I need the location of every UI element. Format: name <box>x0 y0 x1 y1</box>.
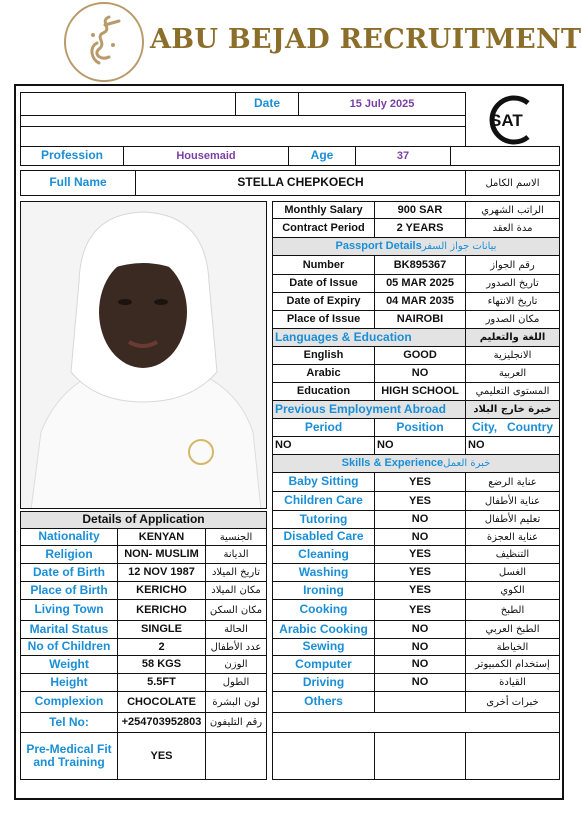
skill-label-6: Ironing <box>272 581 375 600</box>
expiry-date-value: 04 MAR 2035 <box>374 292 466 311</box>
skill-value-7: YES <box>374 599 466 621</box>
application-label-10: Tel No: <box>20 712 118 733</box>
arabic-ar: العربية <box>465 364 560 383</box>
skill-value-3: NO <box>374 528 466 546</box>
sat-emblem-icon <box>478 95 548 145</box>
application-value-9: CHOCOLATE <box>117 691 206 713</box>
place-issue-ar: مكان الصدور <box>465 310 560 329</box>
skill-label-3: Disabled Care <box>272 528 375 546</box>
skills-section-header <box>272 454 560 473</box>
application-ar-4: مكان السكن <box>205 599 267 621</box>
blank-row <box>272 712 560 733</box>
arabic-value: NO <box>374 364 466 383</box>
skill-label-2: Tutoring <box>272 510 375 529</box>
skills-title: Skills & Experience <box>341 457 444 470</box>
salary-label: Monthly Salary <box>272 201 375 219</box>
skill-ar-8: الطبخ العربي <box>465 620 560 639</box>
application-label-3: Place of Birth <box>20 581 118 600</box>
expiry-date-label: Date of Expiry <box>272 292 375 311</box>
application-value-8: 5.5FT <box>117 673 206 692</box>
skill-label-8: Arabic Cooking <box>272 620 375 639</box>
country-header: Country <box>507 419 553 434</box>
skill-label-7: Cooking <box>272 599 375 621</box>
salary-ar: الراتب الشهري <box>465 201 560 219</box>
skill-label-4: Cleaning <box>272 545 375 564</box>
employment-city: NO <box>465 436 560 455</box>
skill-label-12: Others <box>272 691 375 713</box>
employment-position: NO <box>374 436 466 455</box>
skill-label-11: Driving <box>272 673 375 692</box>
salary-value: 900 SAR <box>374 201 466 219</box>
application-value-2: 12 NOV 1987 <box>117 563 206 582</box>
skill-ar-4: التنظيف <box>465 545 560 564</box>
passport-number-ar: رقم الجواز <box>465 255 560 275</box>
skill-label-9: Sewing <box>272 638 375 656</box>
skill-ar-2: تعليم الأطفال <box>465 510 560 529</box>
age-label: Age <box>288 146 356 166</box>
application-ar-9: لون البشرة <box>205 691 267 713</box>
skill-ar-0: عناية الرضع <box>465 472 560 492</box>
employment-period: NO <box>272 436 375 455</box>
skill-value-10: NO <box>374 655 466 674</box>
place-issue-value: NAIROBI <box>374 310 466 329</box>
skill-value-11: NO <box>374 673 466 692</box>
portrait-image <box>21 202 267 509</box>
skill-label-0: Baby Sitting <box>272 472 375 492</box>
city-country-header <box>465 418 560 437</box>
sat-text: SAT <box>490 111 523 130</box>
skill-ar-11: القيادة <box>465 673 560 692</box>
contract-period-value: 2 YEARS <box>374 218 466 238</box>
application-label-4: Living Town <box>20 599 118 621</box>
education-value: HIGH SCHOOL <box>374 382 466 401</box>
application-value-10: +254703952803 <box>117 712 206 733</box>
blank-cell <box>205 732 267 780</box>
application-ar-6: عدد الأطفال <box>205 638 267 656</box>
skill-value-8: NO <box>374 620 466 639</box>
application-value-7: 58 KGS <box>117 655 206 674</box>
skill-ar-1: عناية الأطفال <box>465 491 560 511</box>
application-label-2: Date of Birth <box>20 563 118 582</box>
languages-title-ar: اللغة والتعليم <box>465 328 560 347</box>
profession-value: Housemaid <box>123 146 289 166</box>
premed-label: Pre-Medical Fit and Training <box>20 732 118 780</box>
blank-cell <box>272 732 375 780</box>
application-ar-5: الحالة <box>205 620 267 639</box>
english-value: GOOD <box>374 346 466 365</box>
employment-title-ar: خبرة خارج البلاد <box>465 400 560 419</box>
sat-logo <box>472 94 554 146</box>
blank-cell <box>465 732 560 780</box>
education-ar: المستوى التعليمي <box>465 382 560 401</box>
passport-title: Passport Details <box>335 240 422 253</box>
languages-title: Languages & Education <box>272 328 466 347</box>
application-value-6: 2 <box>117 638 206 656</box>
company-logo <box>64 2 144 82</box>
application-value-4: KERICHO <box>117 599 206 621</box>
fullname-value: STELLA CHEPKOECH <box>135 170 466 196</box>
application-label-1: Religion <box>20 545 118 564</box>
english-ar: الانجليزية <box>465 346 560 365</box>
city-header: City, <box>472 419 498 434</box>
skill-value-12 <box>374 691 466 713</box>
application-value-0: KENYAN <box>117 528 206 546</box>
skill-ar-5: الغسل <box>465 563 560 582</box>
skill-ar-6: الكوي <box>465 581 560 600</box>
application-label-6: No of Children <box>20 638 118 656</box>
english-label: English <box>272 346 375 365</box>
place-issue-label: Place of Issue <box>272 310 375 329</box>
skill-value-9: NO <box>374 638 466 656</box>
skill-value-1: YES <box>374 491 466 511</box>
passport-title-ar: بيانات جواز السفر <box>421 241 497 252</box>
application-title: Details of Application <box>20 511 267 529</box>
skill-value-2: NO <box>374 510 466 529</box>
education-label: Education <box>272 382 375 401</box>
application-ar-0: الجنسية <box>205 528 267 546</box>
application-label-9: Complexion <box>20 691 118 713</box>
application-value-5: SINGLE <box>117 620 206 639</box>
application-ar-8: الطول <box>205 673 267 692</box>
issue-date-label: Date of Issue <box>272 274 375 293</box>
arabic-label: Arabic <box>272 364 375 383</box>
profession-label: Profession <box>20 146 124 166</box>
date-value: 15 July 2025 <box>298 92 466 116</box>
application-ar-3: مكان الميلاد <box>205 581 267 600</box>
blank-cell <box>374 732 466 780</box>
employment-title: Previous Employment Abroad <box>272 400 466 419</box>
contract-period-ar: مدة العقد <box>465 218 560 238</box>
application-value-1: NON- MUSLIM <box>117 545 206 564</box>
application-label-5: Marital Status <box>20 620 118 639</box>
issue-date-ar: تاريخ الصدور <box>465 274 560 293</box>
skill-label-1: Children Care <box>272 491 375 511</box>
application-ar-1: الديانة <box>205 545 267 564</box>
skill-value-0: YES <box>374 472 466 492</box>
application-ar-2: تاريخ الميلاد <box>205 563 267 582</box>
skills-title-ar: خبرة العمل <box>443 458 491 469</box>
skill-ar-7: الطبخ <box>465 599 560 621</box>
skill-value-4: YES <box>374 545 466 564</box>
date-label: Date <box>235 92 299 116</box>
skill-label-5: Washing <box>272 563 375 582</box>
skill-value-6: YES <box>374 581 466 600</box>
expiry-date-ar: تاريخ الانتهاء <box>465 292 560 311</box>
skill-ar-10: إستخدام الكمبيوتر <box>465 655 560 674</box>
blank-cell <box>20 92 236 116</box>
skill-ar-3: عناية العجزة <box>465 528 560 546</box>
skill-value-5: YES <box>374 563 466 582</box>
skill-ar-9: الخياطة <box>465 638 560 656</box>
issue-date-value: 05 MAR 2025 <box>374 274 466 293</box>
application-value-3: KERICHO <box>117 581 206 600</box>
application-ar-7: الوزن <box>205 655 267 674</box>
premed-value: YES <box>117 732 206 780</box>
application-label-7: Weight <box>20 655 118 674</box>
fullname-ar: الاسم الكامل <box>465 170 560 196</box>
company-title: ABU BEJAD RECRUITMENT <box>150 24 582 55</box>
passport-number-value: BK895367 <box>374 255 466 275</box>
contract-period-label: Contract Period <box>272 218 375 238</box>
application-label-8: Height <box>20 673 118 692</box>
candidate-photo <box>20 201 267 509</box>
skill-label-10: Computer <box>272 655 375 674</box>
passport-number-label: Number <box>272 255 375 275</box>
application-label-0: Nationality <box>20 528 118 546</box>
passport-section-header <box>272 237 560 256</box>
calligraphy-emblem-icon <box>69 7 139 77</box>
age-value: 37 <box>355 146 451 166</box>
application-ar-10: رقم التليفون <box>205 712 267 733</box>
period-header: Period <box>272 418 375 437</box>
skill-ar-12: خبرات أخرى <box>465 691 560 713</box>
position-header: Position <box>374 418 466 437</box>
fullname-label: Full Name <box>20 170 136 196</box>
blank-cell <box>450 146 560 166</box>
blank-row <box>20 126 466 147</box>
